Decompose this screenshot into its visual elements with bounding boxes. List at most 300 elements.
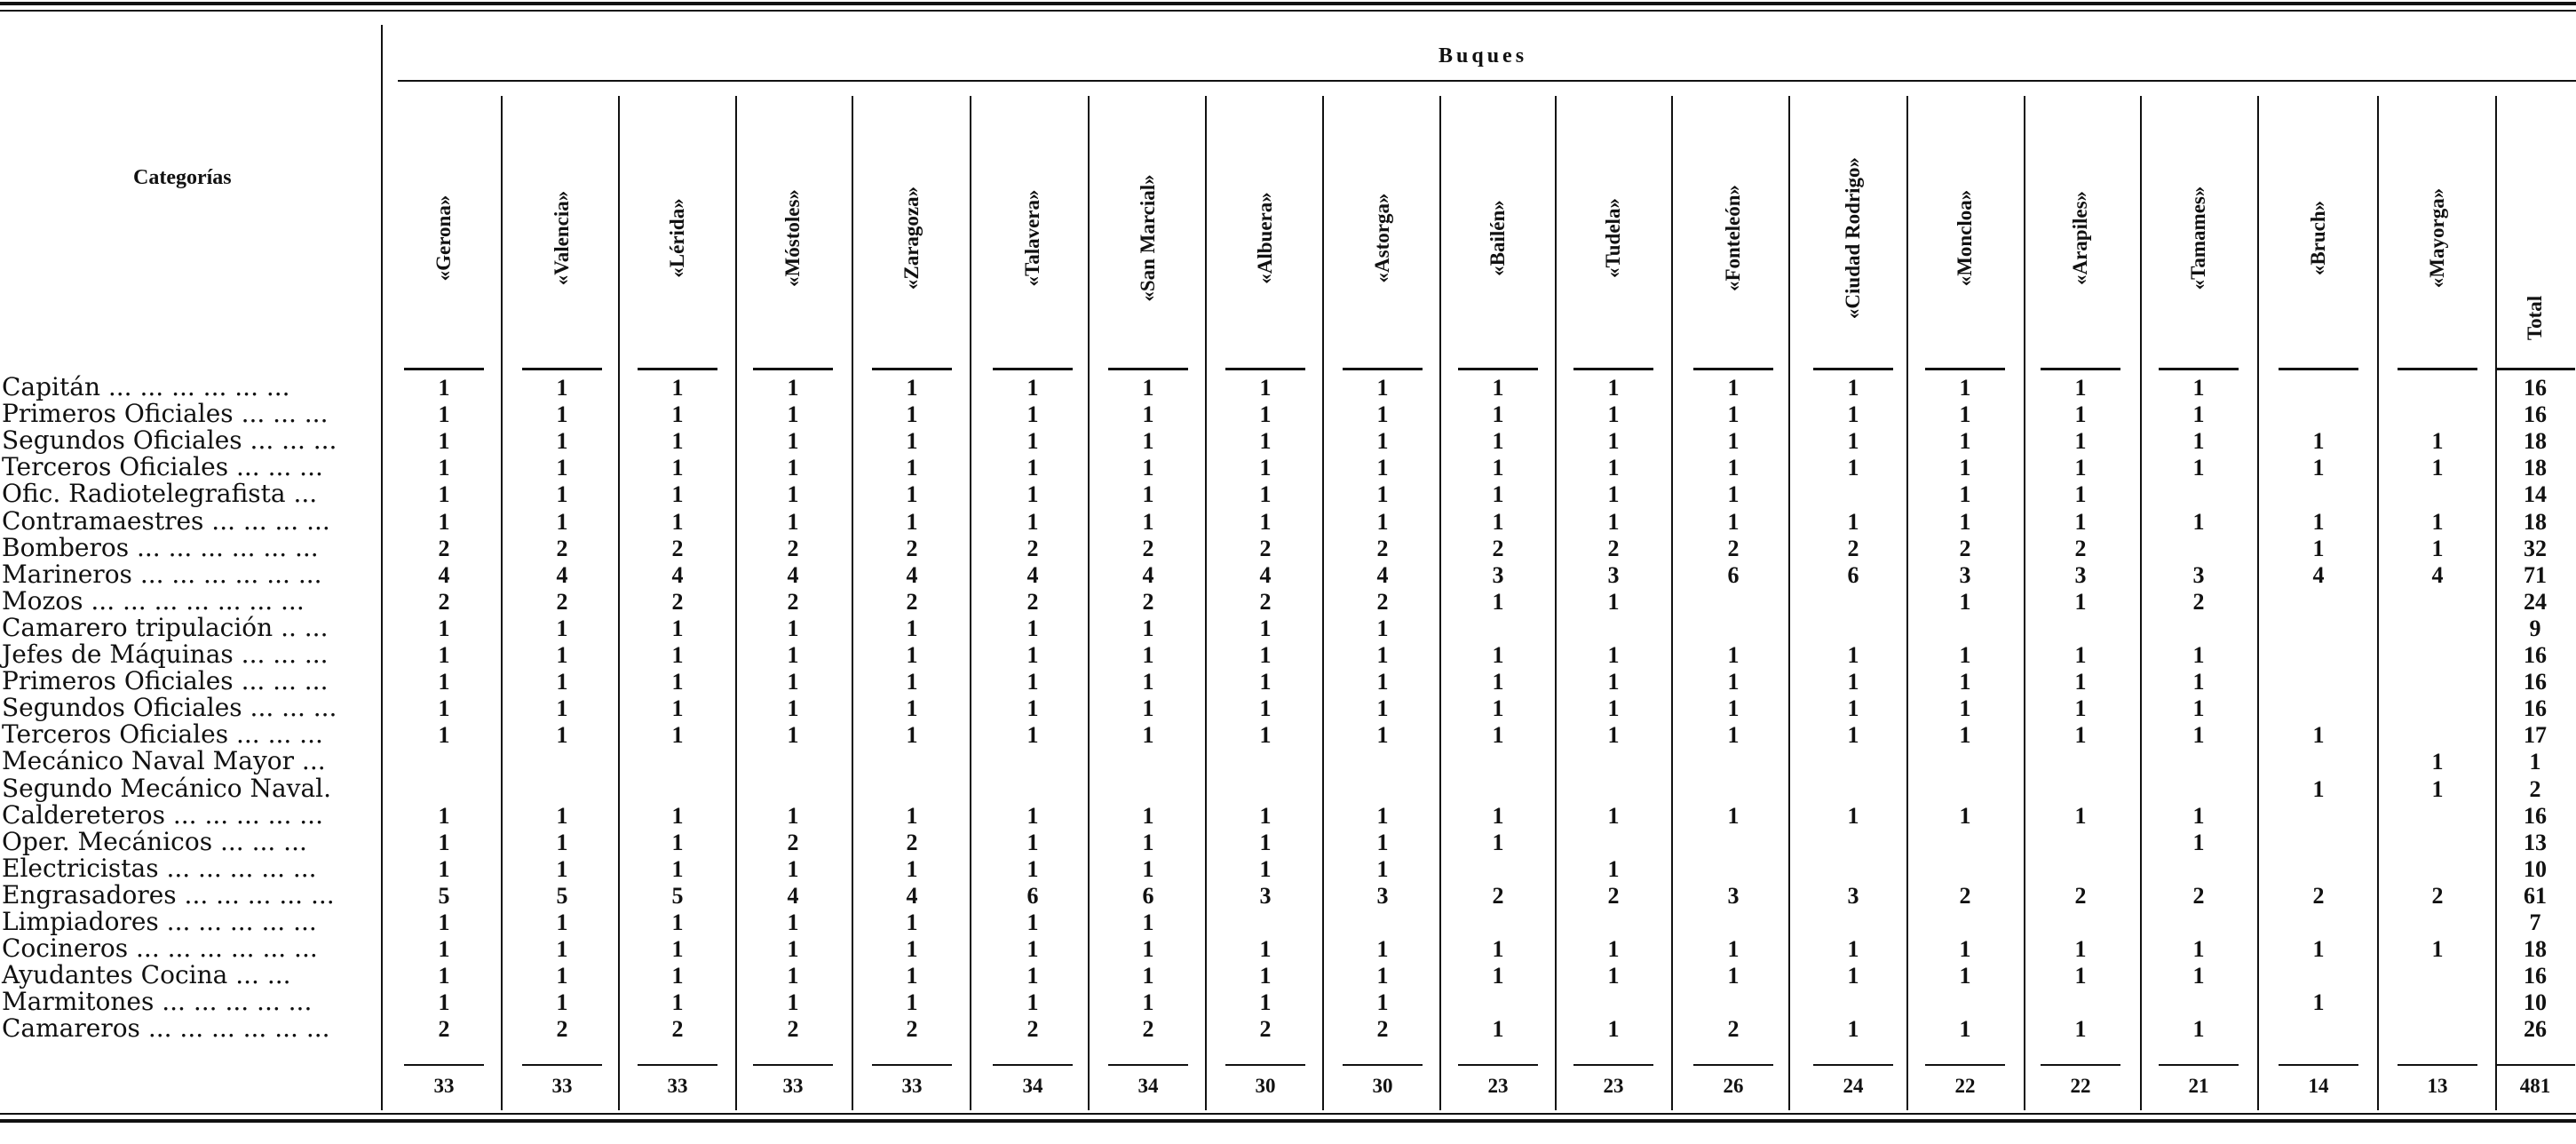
table-cell: 4 <box>906 561 918 588</box>
table-cell: 1 <box>1376 989 1389 1016</box>
table-cell: 1 <box>787 401 799 428</box>
column-total: 26 <box>1723 1075 1744 1097</box>
table-cell: 1 <box>1259 829 1272 855</box>
row-label: Ofic. Radiotelegrafista ... <box>2 479 318 509</box>
table-cell: 1 <box>1492 802 1504 829</box>
table-cell: 1 <box>1727 695 1740 722</box>
table-cell: 1 <box>1026 481 1039 508</box>
ship-name-header: «Albuera» <box>1254 192 1276 284</box>
table-cell: 1 <box>556 615 568 641</box>
table-cell: 1 <box>1026 989 1039 1016</box>
table-cell: 1 <box>2312 936 2325 963</box>
header-underline <box>2279 368 2358 370</box>
table-cell: 4 <box>556 561 568 588</box>
row-label: Ayudantes Cocina ... ... <box>2 960 291 990</box>
table-cell: 1 <box>1727 936 1740 963</box>
column-total: 22 <box>1954 1075 1976 1097</box>
table-cell: 1 <box>556 855 568 882</box>
column-divider <box>1439 96 1441 1110</box>
table-cell: 1 <box>2192 829 2205 855</box>
table-cell: 2 <box>438 535 450 561</box>
row-total: 13 <box>2524 829 2547 855</box>
table-cell: 1 <box>2074 695 2087 722</box>
table-cell: 1 <box>1376 695 1389 722</box>
table-cell: 1 <box>1492 963 1504 989</box>
column-divider <box>1906 96 1908 1110</box>
header-underline <box>1925 368 2005 370</box>
table-cell: 1 <box>1959 401 1971 428</box>
total-overline <box>1813 1064 1893 1066</box>
table-cell: 1 <box>1259 455 1272 481</box>
buques-header: Buques <box>1439 44 1528 68</box>
table-cell: 1 <box>438 855 450 882</box>
column-divider <box>2140 96 2142 1110</box>
table-cell: 1 <box>906 428 918 455</box>
total-overline <box>2279 1064 2358 1066</box>
table-cell: 1 <box>1607 428 1620 455</box>
table-cell: 1 <box>2192 642 2205 668</box>
table-cell: 2 <box>1727 1016 1740 1043</box>
column-divider <box>2377 96 2379 1110</box>
table-cell: 1 <box>438 695 450 722</box>
table-cell: 2 <box>787 1016 799 1043</box>
table-cell: 2 <box>1142 1016 1154 1043</box>
table-cell: 1 <box>556 989 568 1016</box>
table-cell: 1 <box>1959 1016 1971 1043</box>
table-cell: 1 <box>1959 428 1971 455</box>
table-cell: 4 <box>2431 561 2444 588</box>
table-cell: 1 <box>1142 615 1154 641</box>
header-underline <box>753 368 833 370</box>
table-cell: 1 <box>2192 695 2205 722</box>
table-cell: 1 <box>1492 1016 1504 1043</box>
column-divider <box>1205 96 1207 1110</box>
table-cell: 4 <box>787 561 799 588</box>
table-cell: 2 <box>671 1016 684 1043</box>
row-label: Oper. Mecánicos ... ... ... <box>2 826 307 856</box>
table-cell: 1 <box>556 963 568 989</box>
table-cell: 2 <box>1026 588 1039 615</box>
total-overline <box>1225 1064 1305 1066</box>
table-cell: 2 <box>2312 882 2325 909</box>
ship-name-header: «San Marcial» <box>1137 174 1159 302</box>
table-cell: 1 <box>438 401 450 428</box>
row-label: Primeros Oficiales ... ... ... <box>2 399 329 429</box>
table-cell: 4 <box>1142 561 1154 588</box>
top-rule-thin <box>0 10 2576 12</box>
ship-name-header: «Valencia» <box>551 190 573 286</box>
table-cell: 1 <box>1259 615 1272 641</box>
table-cell: 1 <box>1607 481 1620 508</box>
table-cell: 1 <box>671 375 684 401</box>
table-cell: 1 <box>1026 642 1039 668</box>
table-cell: 1 <box>1492 669 1504 695</box>
row-label: Marineros ... ... ... ... ... ... <box>2 559 322 589</box>
table-cell: 1 <box>1142 455 1154 481</box>
table-cell: 1 <box>1607 588 1620 615</box>
table-cell: 1 <box>906 963 918 989</box>
table-cell: 1 <box>1259 989 1272 1016</box>
table-cell: 2 <box>906 588 918 615</box>
table-cell: 1 <box>1026 855 1039 882</box>
header-underline <box>2041 368 2120 370</box>
table-cell: 3 <box>2074 561 2087 588</box>
table-cell: 1 <box>1847 642 1859 668</box>
table-cell: 1 <box>906 455 918 481</box>
table-cell: 1 <box>671 455 684 481</box>
table-cell: 2 <box>1607 882 1620 909</box>
table-cell: 1 <box>906 375 918 401</box>
table-cell: 1 <box>2192 963 2205 989</box>
ship-name-header: «Móstoles» <box>781 189 804 287</box>
table-cell: 1 <box>1376 963 1389 989</box>
table-cell: 1 <box>2431 775 2444 802</box>
total-overline <box>1925 1064 2005 1066</box>
table-cell: 1 <box>438 989 450 1016</box>
ship-name-header: «Fonteleón» <box>1722 184 1744 292</box>
table-cell: 2 <box>1376 1016 1389 1043</box>
table-cell: 1 <box>906 695 918 722</box>
header-underline <box>1813 368 1893 370</box>
table-cell: 1 <box>906 508 918 535</box>
table-cell: 3 <box>2192 561 2205 588</box>
table-cell: 2 <box>1026 535 1039 561</box>
row-label: Limpiadores ... ... ... ... ... <box>2 907 317 936</box>
table-cell: 2 <box>787 588 799 615</box>
column-total: 13 <box>2427 1075 2448 1097</box>
column-total: 23 <box>1603 1075 1624 1097</box>
table-cell: 1 <box>1142 802 1154 829</box>
table-cell: 1 <box>1259 722 1272 749</box>
row-label: Primeros Oficiales ... ... ... <box>2 666 329 696</box>
table-cell: 1 <box>1847 508 1859 535</box>
total-overline <box>2041 1064 2120 1066</box>
table-cell: 1 <box>2074 375 2087 401</box>
table-cell: 1 <box>1959 802 1971 829</box>
total-overline <box>2398 1064 2477 1066</box>
header-underline <box>404 368 484 370</box>
row-total: 16 <box>2524 963 2547 989</box>
table-cell: 1 <box>1607 802 1620 829</box>
table-cell: 1 <box>787 481 799 508</box>
table-cell: 1 <box>1607 508 1620 535</box>
table-cell: 1 <box>2431 936 2444 963</box>
categories-header: Categorías <box>133 166 232 189</box>
table-cell: 1 <box>1259 375 1272 401</box>
table-cell: 1 <box>906 669 918 695</box>
table-cell: 3 <box>1959 561 1971 588</box>
table-cell: 1 <box>556 375 568 401</box>
table-cell: 1 <box>2192 455 2205 481</box>
table-cell: 1 <box>2074 588 2087 615</box>
table-cell: 2 <box>556 1016 568 1043</box>
table-cell: 1 <box>1492 428 1504 455</box>
table-cell: 1 <box>906 989 918 1016</box>
row-total: 61 <box>2524 882 2547 909</box>
column-total: 34 <box>1022 1075 1043 1097</box>
table-cell: 1 <box>1847 722 1859 749</box>
table-cell: 1 <box>2431 535 2444 561</box>
table-cell: 2 <box>438 588 450 615</box>
column-divider <box>618 96 620 1110</box>
table-cell: 2 <box>1376 588 1389 615</box>
row-label: Mecánico Naval Mayor ... <box>2 746 326 776</box>
table-cell: 1 <box>787 963 799 989</box>
table-cell: 1 <box>1959 588 1971 615</box>
table-cell: 1 <box>1607 936 1620 963</box>
total-overline <box>753 1064 833 1066</box>
table-cell: 1 <box>1376 481 1389 508</box>
table-cell: 1 <box>2192 508 2205 535</box>
row-label: Caldereteros ... ... ... ... ... <box>2 799 323 830</box>
total-overline <box>1693 1064 1773 1066</box>
table-cell: 1 <box>556 455 568 481</box>
table-cell: 1 <box>556 481 568 508</box>
header-underline <box>1693 368 1773 370</box>
table-cell: 1 <box>438 481 450 508</box>
table-cell: 1 <box>1142 722 1154 749</box>
table-cell: 1 <box>1376 936 1389 963</box>
table-cell: 1 <box>438 508 450 535</box>
table-cell: 1 <box>1492 936 1504 963</box>
column-divider <box>2495 96 2497 1110</box>
row-label: Electricistas ... ... ... ... ... <box>2 853 317 883</box>
column-divider <box>970 96 971 1110</box>
table-cell: 6 <box>1727 561 1740 588</box>
table-cell: 1 <box>556 695 568 722</box>
row-total: 17 <box>2524 722 2547 749</box>
grand-total: 481 <box>2519 1075 2551 1097</box>
column-divider <box>1788 96 1790 1110</box>
table-cell: 1 <box>671 428 684 455</box>
table-cell: 4 <box>438 561 450 588</box>
table-cell: 1 <box>1376 375 1389 401</box>
table-cell: 2 <box>671 588 684 615</box>
table-cell: 1 <box>1959 722 1971 749</box>
column-total: 24 <box>1843 1075 1864 1097</box>
table-cell: 1 <box>1142 936 1154 963</box>
column-divider <box>1671 96 1673 1110</box>
table-cell: 1 <box>2074 802 2087 829</box>
top-rule <box>0 2 2576 5</box>
row-label: Terceros Oficiales ... ... ... <box>2 719 323 750</box>
total-overline <box>1343 1064 1423 1066</box>
table-cell: 1 <box>787 669 799 695</box>
column-divider <box>1088 96 1090 1110</box>
row-label: Jefes de Máquinas ... ... ... <box>2 640 329 669</box>
table-cell: 3 <box>1492 561 1504 588</box>
column-total: 34 <box>1137 1075 1159 1097</box>
row-total: 2 <box>2529 775 2541 802</box>
table-cell: 1 <box>787 910 799 935</box>
table-cell: 1 <box>1142 481 1154 508</box>
column-divider <box>735 96 737 1110</box>
table-cell: 1 <box>1026 695 1039 722</box>
table-cell: 1 <box>1142 829 1154 855</box>
column-total: 22 <box>2070 1075 2091 1097</box>
table-cell: 3 <box>1376 882 1389 909</box>
table-cell: 1 <box>2312 535 2325 561</box>
ship-name-header: «Bruch» <box>2307 200 2329 276</box>
table-cell: 1 <box>1259 936 1272 963</box>
table-cell: 1 <box>1847 963 1859 989</box>
category-column-divider <box>381 25 383 1110</box>
table-cell: 1 <box>438 936 450 963</box>
table-cell: 2 <box>2192 588 2205 615</box>
table-cell: 1 <box>1142 855 1154 882</box>
ship-name-header: «Gerona» <box>432 195 455 282</box>
table-cell: 2 <box>1142 588 1154 615</box>
table-cell: 1 <box>1142 642 1154 668</box>
table-cell: 4 <box>2312 561 2325 588</box>
table-cell: 1 <box>1026 722 1039 749</box>
table-cell: 6 <box>1026 882 1039 909</box>
table-cell: 1 <box>1026 802 1039 829</box>
row-label: Camareros ... ... ... ... ... ... <box>2 1013 330 1044</box>
table-cell: 1 <box>1376 508 1389 535</box>
row-label: Marmitones ... ... ... ... ... <box>2 987 313 1017</box>
table-cell: 1 <box>438 455 450 481</box>
table-cell: 4 <box>906 882 918 909</box>
table-cell: 2 <box>1026 1016 1039 1043</box>
table-cell: 2 <box>2431 882 2444 909</box>
row-label: Segundos Oficiales ... ... ... <box>2 693 337 723</box>
table-cell: 1 <box>1376 455 1389 481</box>
table-cell: 2 <box>906 535 918 561</box>
table-cell: 1 <box>1959 695 1971 722</box>
table-cell: 1 <box>2074 642 2087 668</box>
table-cell: 1 <box>1259 963 1272 989</box>
table-cell: 2 <box>671 535 684 561</box>
table-cell: 1 <box>1607 722 1620 749</box>
header-underline <box>2398 368 2477 370</box>
header-underline <box>638 368 717 370</box>
table-cell: 1 <box>1142 669 1154 695</box>
total-overline <box>1458 1064 1538 1066</box>
table-cell: 1 <box>438 829 450 855</box>
table-cell: 1 <box>438 802 450 829</box>
table-cell: 1 <box>1607 669 1620 695</box>
bottom-rule-thick <box>0 1119 2576 1123</box>
table-cell: 2 <box>1607 535 1620 561</box>
row-total: 14 <box>2524 481 2547 508</box>
table-cell: 1 <box>1607 695 1620 722</box>
table-cell: 1 <box>1727 642 1740 668</box>
table-cell: 2 <box>1259 1016 1272 1043</box>
row-label: Terceros Oficiales ... ... ... <box>2 452 323 482</box>
row-label: Cocineros ... ... ... ... ... ... <box>2 933 318 964</box>
table-cell: 5 <box>438 882 450 909</box>
table-cell: 1 <box>1142 401 1154 428</box>
header-underline <box>993 368 1073 370</box>
total-overline <box>638 1064 717 1066</box>
table-cell: 1 <box>2312 722 2325 749</box>
total-overline <box>2159 1064 2239 1066</box>
table-cell: 1 <box>1492 588 1504 615</box>
table-cell: 1 <box>1026 428 1039 455</box>
table-cell: 1 <box>2074 669 2087 695</box>
table-cell: 1 <box>906 615 918 641</box>
column-divider <box>852 96 853 1110</box>
table-cell: 3 <box>1607 561 1620 588</box>
table-cell: 1 <box>1376 642 1389 668</box>
row-label: Camarero tripulación .. ... <box>2 612 329 642</box>
table-cell: 1 <box>1492 481 1504 508</box>
table-cell: 2 <box>906 829 918 855</box>
bottom-rule <box>0 1113 2576 1115</box>
table-cell: 1 <box>2192 375 2205 401</box>
table-cell: 1 <box>787 989 799 1016</box>
table-cell: 1 <box>2312 455 2325 481</box>
table-cell: 1 <box>787 936 799 963</box>
column-total: 33 <box>667 1075 688 1097</box>
table-cell: 1 <box>1847 455 1859 481</box>
table-cell: 1 <box>1727 508 1740 535</box>
column-total: 14 <box>2308 1075 2329 1097</box>
table-cell: 1 <box>2312 428 2325 455</box>
table-cell: 1 <box>1492 508 1504 535</box>
ship-name-header: «Tudela» <box>1602 198 1624 278</box>
total-overline <box>404 1064 484 1066</box>
table-cell: 1 <box>1492 455 1504 481</box>
table-cell: 1 <box>438 615 450 641</box>
table-cell: 1 <box>1847 695 1859 722</box>
table-cell: 1 <box>1142 989 1154 1016</box>
table-cell: 1 <box>438 642 450 668</box>
row-label: Bomberos ... ... ... ... ... ... <box>2 532 319 562</box>
table-cell: 1 <box>1847 401 1859 428</box>
table-cell: 1 <box>1492 695 1504 722</box>
row-label: Mozos ... ... ... ... ... ... ... <box>2 585 305 616</box>
table-cell: 1 <box>1259 802 1272 829</box>
ship-name-header: «Lérida» <box>666 198 688 278</box>
header-underline <box>2495 368 2575 370</box>
table-cell: 1 <box>1727 455 1740 481</box>
table-cell: 4 <box>1376 561 1389 588</box>
table-cell: 1 <box>1376 855 1389 882</box>
table-cell: 1 <box>1847 669 1859 695</box>
table-cell: 1 <box>1959 963 1971 989</box>
table-cell: 1 <box>787 722 799 749</box>
table-cell: 1 <box>2431 428 2444 455</box>
table-cell: 1 <box>906 855 918 882</box>
table-cell: 1 <box>2192 802 2205 829</box>
table-cell: 1 <box>1607 855 1620 882</box>
column-divider <box>2257 96 2259 1110</box>
table-cell: 1 <box>1959 455 1971 481</box>
ship-name-header: «Moncloa» <box>1954 189 1976 287</box>
table-cell: 2 <box>1959 882 1971 909</box>
row-total: 9 <box>2529 615 2541 641</box>
table-cell: 1 <box>2312 775 2325 802</box>
table-cell: 1 <box>1492 642 1504 668</box>
table-cell: 1 <box>2192 1016 2205 1043</box>
table-cell: 1 <box>906 802 918 829</box>
header-underline <box>522 368 602 370</box>
table-cell: 1 <box>1026 963 1039 989</box>
table-cell: 1 <box>671 695 684 722</box>
table-cell: 1 <box>1259 695 1272 722</box>
table-cell: 1 <box>1847 1016 1859 1043</box>
table-cell: 1 <box>1959 642 1971 668</box>
row-label: Capitán ... ... ... ... ... ... <box>2 372 290 401</box>
row-total: 16 <box>2524 642 2547 668</box>
total-overline <box>2495 1064 2575 1066</box>
column-divider <box>2024 96 2025 1110</box>
table-cell: 6 <box>1142 882 1154 909</box>
table-cell: 1 <box>1026 936 1039 963</box>
table-cell: 1 <box>1142 428 1154 455</box>
